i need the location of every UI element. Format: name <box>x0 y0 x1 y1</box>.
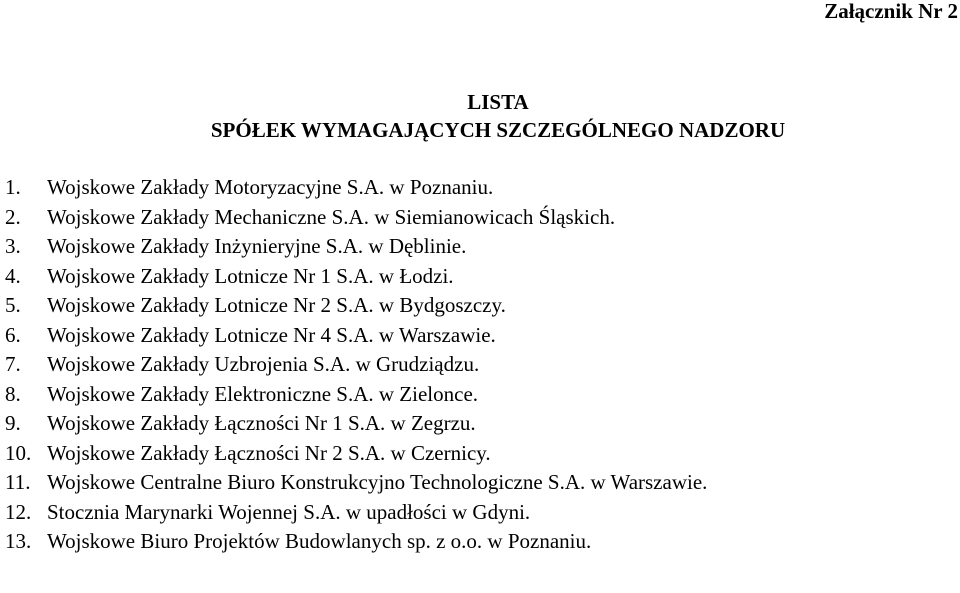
list-item-number: 6. <box>5 322 21 347</box>
list-item-number: 8. <box>5 381 21 406</box>
document-title <box>0 88 960 144</box>
list-item-text: Stocznia Marynarki Wojennej S.A. w upadłości w Gdyni. <box>47 499 531 524</box>
list-item-number: 4. <box>5 263 21 288</box>
list-item-number: 1. <box>5 175 21 199</box>
list-item-text: Wojskowe Zakłady Lotnicze Nr 4 S.A. w Warszawie. <box>47 322 496 347</box>
list-item-text: Wojskowe Zakłady Łączności Nr 1 S.A. w Zegrzu. <box>47 411 476 435</box>
list-item-number: 11. <box>5 470 31 494</box>
list-item-text: Wojskowe Zakłady Lotnicze Nr 2 S.A. w Bydgoszczy. <box>47 293 506 317</box>
list-item-number: 10. <box>5 440 32 465</box>
list-item-number: 2. <box>5 204 21 229</box>
list-item-text: Wojskowe Zakłady Elektroniczne S.A. w Zielonce. <box>47 381 479 406</box>
list-item-text: Wojskowe Zakłady Uzbrojenia S.A. w Grudziądzu. <box>47 352 480 376</box>
list-item-number: 7. <box>5 352 21 376</box>
list-item-number: 13. <box>5 529 32 553</box>
list-item-text: Wojskowe Centralne Biuro Konstrukcyjno Technologiczne S.A. w Warszawie. <box>47 470 708 494</box>
list-item-text: Wojskowe Zakłady Inżynieryjne S.A. w Dęblinie. <box>47 234 467 258</box>
title-line-2: SPÓŁEK WYMAGAJĄCYCH SZCZEGÓLNEGO NADZORU <box>210 118 786 142</box>
annex-label: Załącznik Nr 2 <box>824 0 958 23</box>
list-item-text: Wojskowe Zakłady Lotnicze Nr 1 S.A. w Łodzi. <box>47 263 454 288</box>
list-item-number: 5. <box>5 293 21 317</box>
list-item-number: 12. <box>5 499 32 524</box>
list-item-number: 3. <box>5 234 21 258</box>
list-item-number: 9. <box>5 411 21 435</box>
list-item-text: Wojskowe Zakłady Mechaniczne S.A. w Siemianowicach Śląskich. <box>47 204 616 229</box>
title-line-1: LISTA <box>467 90 529 114</box>
list-item-text: Wojskowe Zakłady Łączności Nr 2 S.A. w Czernicy. <box>47 440 491 465</box>
list-item-text: Wojskowe Biuro Projektów Budowlanych sp. z o.o. w Poznaniu. <box>47 529 592 553</box>
list-item-text: Wojskowe Zakłady Motoryzacyjne S.A. w Poznaniu. <box>47 175 494 199</box>
